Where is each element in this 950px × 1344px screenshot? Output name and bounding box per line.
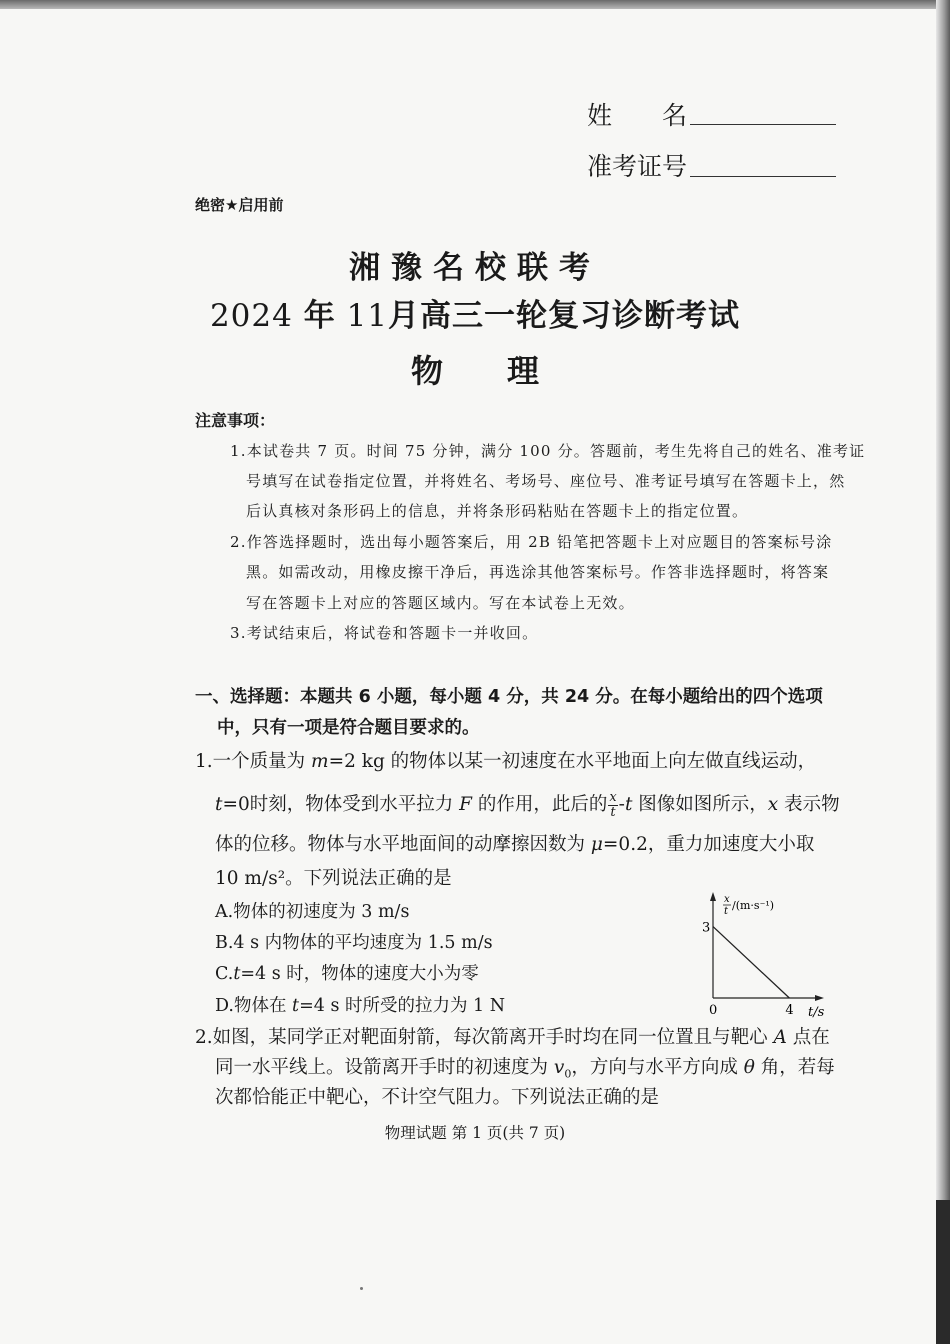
q2-text: ，方向与水平方向成: [571, 1057, 744, 1078]
q1-line: [215, 830, 814, 856]
q2-var-A: A: [773, 1027, 787, 1048]
note-line: 3.考试结束后，将试卷和答题卡一并收回。: [230, 624, 539, 642]
option-text: =4 s 时，物体的速度大小为零: [240, 964, 479, 984]
q2-var-v: v: [553, 1057, 565, 1078]
name-field[interactable]: [690, 124, 836, 125]
option-var-t: t: [292, 996, 300, 1016]
q2-subscript: 0: [564, 1067, 572, 1081]
option-prefix: C.: [215, 964, 234, 984]
q1-graph: [690, 888, 830, 1023]
q1-line: [195, 747, 816, 773]
x-tick-label: 0: [709, 1003, 718, 1018]
scan-edge-top: [0, 0, 950, 9]
note-line: 后认真核对条形码上的信息，并将条形码粘贴在答题卡上的指定位置。: [246, 502, 749, 520]
q1-text: =0.2，重力加速度大小取: [602, 834, 815, 855]
notes-heading: 注意事项：: [195, 411, 276, 430]
note-line: 写在答题卡上对应的答题区域内。写在本试卷上无效。: [246, 594, 635, 612]
note-line: 黑。如需改动，用橡皮擦干净后，再选涂其他答案标号。作答非选择题时，将答案: [246, 563, 830, 581]
q2-text: 同一水平线上。设箭离开手时的初速度为: [215, 1057, 554, 1078]
q1-text: 表示物: [778, 794, 840, 815]
title-year-char: 年: [303, 298, 336, 334]
note-line: 1.本试卷共 7 页。时间 75 分钟，满分 100 分。答题前，考生先将自己的姓名、准考证: [230, 442, 866, 460]
title-month: 11: [346, 298, 389, 334]
q1-line: 10 m/s²。下列说法正确的是: [215, 868, 452, 889]
note-line: 号填写在试卷指定位置，并将姓名、考场号、座位号、准考证号填写在答题卡上，然: [246, 472, 846, 490]
title-rest: 月高三一轮复习诊断考试: [388, 298, 741, 334]
option-text: =4 s 时所受的拉力为 1 N: [299, 996, 506, 1016]
option-var-t: t: [233, 964, 241, 984]
q2-text: 点在: [786, 1027, 830, 1048]
q1-option-a: A.物体的初速度为 3 m/s: [215, 902, 410, 922]
q1-text: =0时刻，物体受到水平拉力: [222, 794, 460, 815]
exam-id-field[interactable]: [690, 176, 836, 177]
q1-fraction: [608, 791, 617, 820]
secret-mark: 绝密★启用前: [195, 196, 284, 214]
exam-org-title: 湘豫名校联考: [349, 250, 601, 286]
q1-option-b: B.4 s 内物体的平均速度为 1.5 m/s: [215, 933, 493, 953]
y-tick-label: 3: [702, 920, 711, 936]
x-tick-label: 4: [785, 1003, 794, 1018]
q2-text: 角，若每: [754, 1057, 835, 1078]
q1-text: -: [618, 794, 625, 815]
y-axis-arrow: [710, 892, 716, 901]
q1-line: [215, 790, 840, 820]
q1-text: 的作用，此后的: [471, 794, 608, 815]
subject-title: 物 理: [410, 352, 539, 390]
name-label: 姓 名: [587, 101, 688, 130]
q1-var-x: x: [767, 794, 779, 815]
y-label-unit: /(m·s⁻¹): [732, 899, 775, 912]
q2-text: 2.如图，某同学正对靶面射箭，每次箭离开手时均在同一位置且与靶心: [195, 1027, 774, 1048]
q1-var-t: t: [624, 794, 633, 815]
q1-option-c: [215, 960, 479, 985]
q1-var-m: m: [311, 751, 329, 772]
q2-line: [195, 1023, 830, 1049]
scan-speck: [360, 1287, 363, 1290]
section-heading-cont: 中，只有一项是符合题目要求的。: [217, 718, 480, 738]
page-footer: 物理试题 第 1 页(共 7 页): [384, 1124, 566, 1142]
q2-var-theta: θ: [743, 1057, 755, 1078]
q1-option-d: [215, 992, 505, 1017]
q1-text: 体的位移。物体与水平地面间的动摩擦因数为: [215, 834, 591, 855]
q2-line: [215, 1053, 835, 1081]
option-prefix: D.物体在: [215, 996, 293, 1016]
scan-edge-shadow: [936, 1200, 950, 1344]
q2-line: 次都恰能正中靶心，不计空气阻力。下列说法正确的是: [215, 1087, 660, 1108]
q1-text: 图像如图所示，: [632, 794, 768, 815]
data-line: [713, 927, 789, 998]
q1-var-mu: μ: [590, 834, 603, 855]
x-axis-label: t/s: [808, 1005, 825, 1020]
q1-text: =2 kg 的物体以某一初速度在水平地面上向左做直线运动，: [328, 751, 817, 772]
y-label-num: x: [724, 894, 730, 905]
title-year: 2024: [209, 298, 293, 334]
note-line: 2.作答选择题时，选出每小题答案后，用 2B 铅笔把答题卡上对应题目的答案标号涂: [230, 533, 833, 551]
q1-var-F: F: [459, 794, 472, 815]
x-axis-arrow: [815, 995, 824, 1001]
exam-name-title: [0, 290, 950, 335]
frac-numerator: x: [609, 789, 617, 805]
q1-var-t: t: [215, 794, 223, 815]
q1-text: 1.一个质量为: [195, 751, 312, 772]
frac-denominator: t: [610, 804, 616, 820]
section-heading: 一、选择题：本题共 6 小题，每小题 4 分，共 24 分。在每小题给出的四个选项: [195, 687, 823, 707]
exam-id-label: 准考证号: [587, 152, 688, 181]
y-label-den: t: [724, 906, 729, 917]
